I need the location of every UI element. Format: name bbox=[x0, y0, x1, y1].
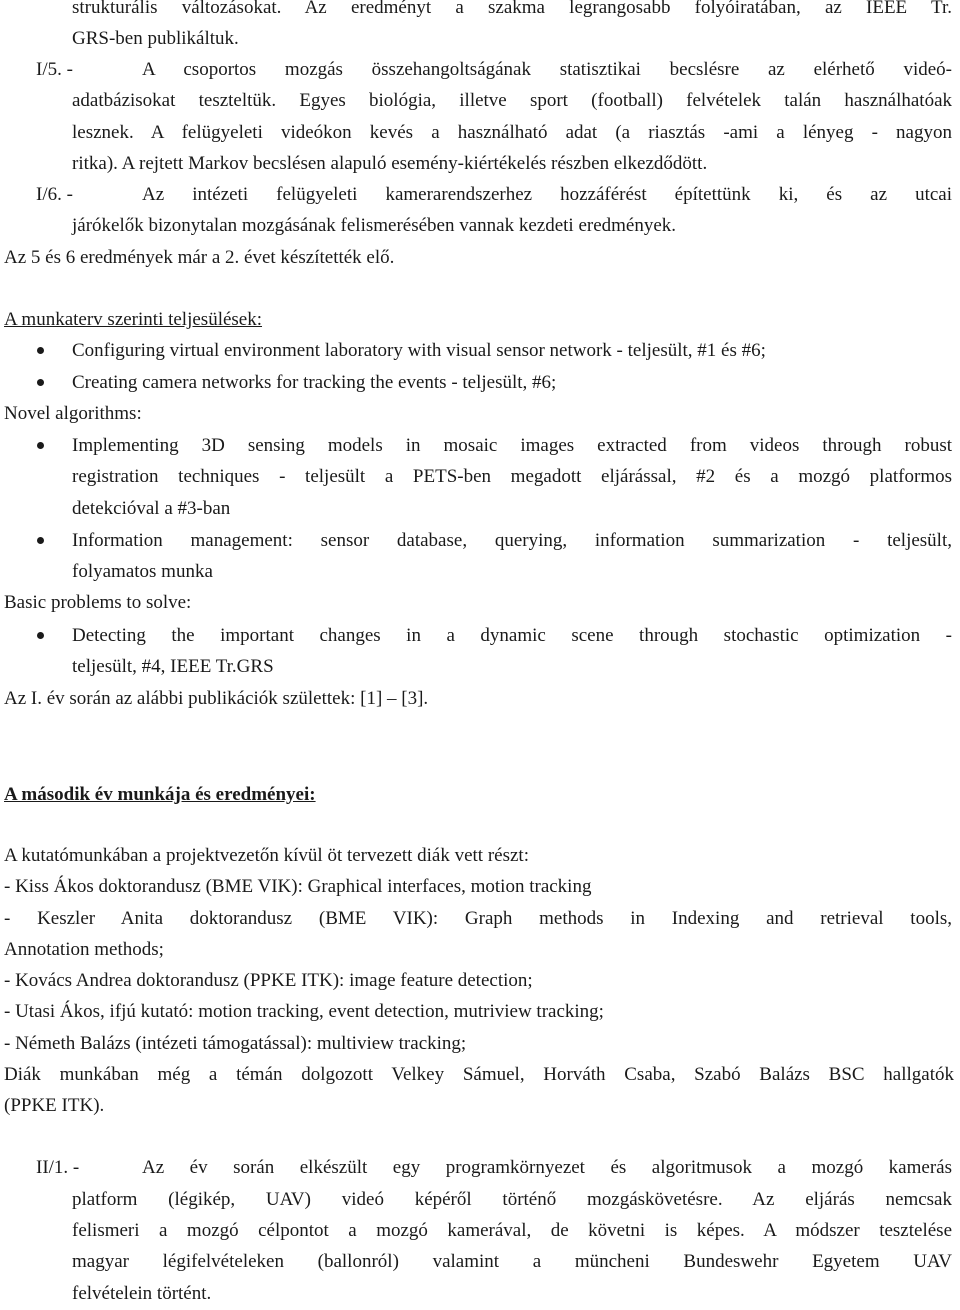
subheading: Basic problems to solve: bbox=[4, 592, 192, 613]
bullet-icon bbox=[37, 537, 44, 544]
paragraph-line: A kutatómunkában a projektvezetőn kívül öt tervezett diák vett részt: bbox=[4, 845, 529, 866]
paragraph-line: ritka). A rejtett Markov becslésen alapuló esemény-kiértékelés részben elkezdődött. bbox=[72, 153, 708, 174]
bullet-icon bbox=[37, 379, 44, 386]
paragraph-line: Az intézeti felügyeleti kamerarendszerhez hozzáférést építettünk ki, és az utcai bbox=[142, 184, 952, 205]
section-heading: A munkaterv szerinti teljesülések: bbox=[4, 309, 263, 330]
paragraph-line: magyar légifelvételeken (ballonról) valamint a müncheni Bundeswehr Egyetem UAV bbox=[72, 1251, 952, 1272]
list-item: teljesült, #4, IEEE Tr.GRS bbox=[72, 656, 274, 677]
list-item: registration techniques - teljesült a PETS-ben megadott eljárással, #2 és a mozgó platformos bbox=[72, 466, 952, 487]
paragraph-line: GRS-ben publikáltuk. bbox=[72, 28, 239, 49]
paragraph-line: lesznek. A felügyeleti videókon kevés a használható adat (a riasztás -ami a lényeg - nagyon bbox=[72, 122, 952, 143]
item-number: I/6. - bbox=[36, 184, 73, 205]
list-item: Annotation methods; bbox=[4, 939, 164, 960]
list-item: Information management: sensor database, querying, information summarization - teljesült, bbox=[72, 530, 952, 551]
bullet-icon bbox=[37, 632, 44, 639]
list-item: Implementing 3D sensing models in mosaic images extracted from videos through robust bbox=[72, 435, 952, 456]
bullet-icon bbox=[37, 347, 44, 354]
paragraph-line: felismeri a mozgó célpontot a mozgó kamerával, de követni is képes. A módszer tesztelése bbox=[72, 1220, 952, 1241]
paragraph-line: Diák munkában még a témán dolgozott Velkey Sámuel, Horváth Csaba, Szabó Balázs BSC hallgatók bbox=[4, 1064, 954, 1085]
paragraph-line: adatbázisokat teszteltük. Egyes biológia, illetve sport (football) felvételek talán használhatóak bbox=[72, 90, 952, 111]
list-item: - Kovács Andrea doktorandusz (PPKE ITK): image feature detection; bbox=[4, 970, 533, 991]
paragraph-line: Az 5 és 6 eredmények már a 2. évet készítették elő. bbox=[4, 247, 395, 268]
subheading: Novel algorithms: bbox=[4, 403, 142, 424]
list-item: - Kiss Ákos doktorandusz (BME VIK): Graphical interfaces, motion tracking bbox=[4, 876, 592, 897]
paragraph-line: platform (légikép, UAV) videó képéről történő mozgáskövetésre. Az eljárás nemcsak bbox=[72, 1189, 952, 1210]
list-item: - Utasi Ákos, ifjú kutató: motion tracking, event detection, mutriview tracking; bbox=[4, 1001, 604, 1022]
list-item: - Keszler Anita doktorandusz (BME VIK): Graph methods in Indexing and retrieval tools, bbox=[4, 908, 952, 929]
list-item: Detecting the important changes in a dynamic scene through stochastic optimization - bbox=[72, 625, 952, 646]
item-number: II/1. - bbox=[36, 1157, 80, 1178]
paragraph-line: A csoportos mozgás összehangoltságának statisztikai becslésre az elérhető videó- bbox=[142, 59, 952, 80]
list-item: - Németh Balázs (intézeti támogatással): multiview tracking; bbox=[4, 1033, 467, 1054]
paragraph-line: strukturális változásokat. Az eredményt a szakma legrangosabb folyóiratában, az IEEE Tr. bbox=[72, 0, 952, 18]
paragraph-line: felvételein történt. bbox=[72, 1283, 212, 1304]
list-item: folyamatos munka bbox=[72, 561, 213, 582]
item-number: I/5. - bbox=[36, 59, 73, 80]
bullet-icon bbox=[37, 442, 44, 449]
paragraph-line: járókelők bizonytalan mozgásának felismerésében vannak kezdeti eredmények. bbox=[72, 215, 677, 236]
paragraph-line: (PPKE ITK). bbox=[4, 1095, 105, 1116]
section-heading: A második év munkája és eredményei: bbox=[4, 784, 316, 805]
list-item: Configuring virtual environment laboratory with visual sensor network - teljesült, #1 és #6; bbox=[72, 340, 766, 361]
paragraph-line: Az I. év során az alábbi publikációk születtek: [1] – [3]. bbox=[4, 688, 429, 709]
list-item: Creating camera networks for tracking the events - teljesült, #6; bbox=[72, 372, 557, 393]
list-item: detekcióval a #3-ban bbox=[72, 498, 231, 519]
paragraph-line: Az év során elkészült egy programkörnyezet és algoritmusok a mozgó kamerás bbox=[142, 1157, 952, 1178]
